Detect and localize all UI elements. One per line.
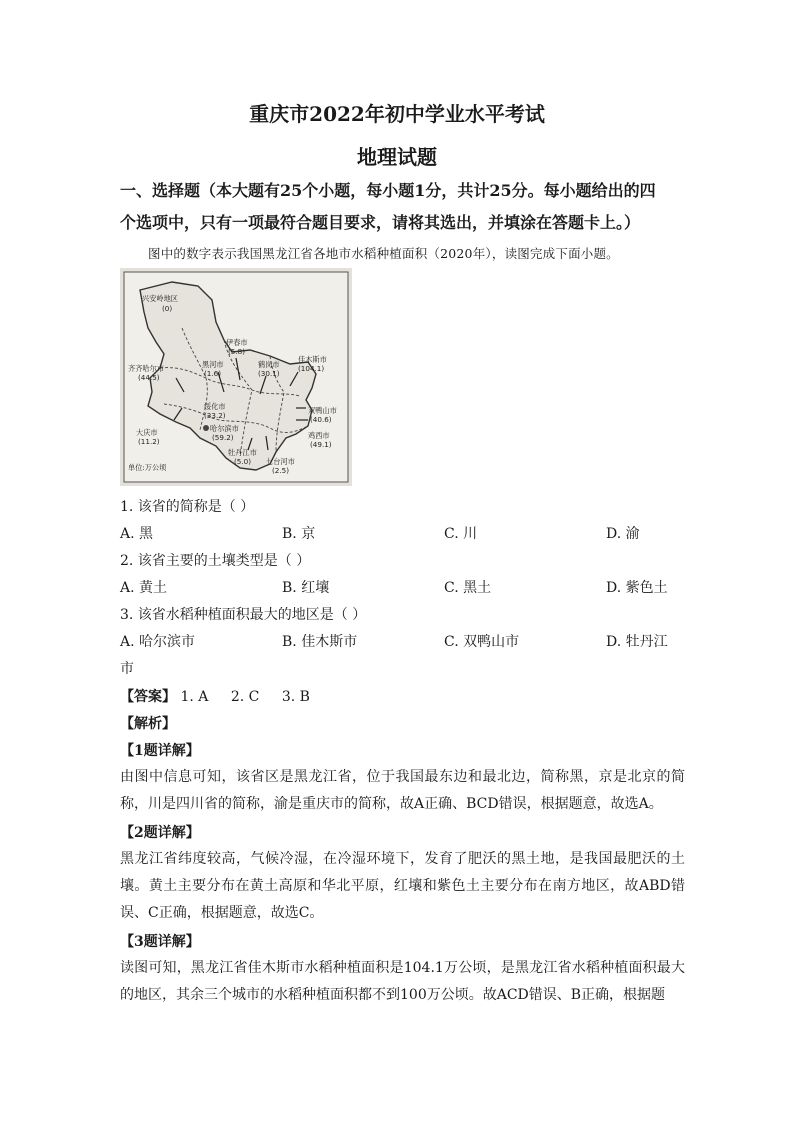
- exam-title: 重庆市2022年初中学业水平考试: [249, 102, 545, 126]
- question-1-option-d: D. 渝: [606, 526, 640, 542]
- detail-1-text: 由图中信息可知，该省区是黑龙江省，位于我国最东边和最北边，简称黑，京是北京的简称，川是四川省的简称，渝是重庆市的简称，故A正确、BCD错误，根据题意，故选A。: [120, 769, 685, 812]
- map-label-hegang: 鹤岗市: [258, 360, 280, 369]
- analysis-label: 【解析】: [120, 716, 176, 732]
- map-value-jixi: (49.1): [310, 440, 332, 449]
- question-1-stem: 1. 该省的简称是（ ）: [120, 499, 255, 515]
- map-label-yichun: 伊春市: [226, 338, 248, 347]
- map-label-suihua: 绥化市: [204, 402, 226, 411]
- detail-3-label: 【3题详解】: [120, 934, 200, 950]
- answer-3: 3. B: [281, 689, 310, 705]
- section-heading-line1: 一、选择题（本大题有25个小题，每小题1分，共计25分。每小题给出的四: [120, 181, 656, 200]
- section-heading-line2: 个选项中，只有一项最符合题目要求，请将其选出，并填涂在答题卡上。）: [120, 213, 641, 232]
- map-label-mudanjiang: 牡丹江市: [228, 448, 257, 457]
- question-3-option-d-continued: 市: [120, 661, 134, 677]
- map-value-heihe: (1.6): [204, 369, 222, 378]
- question-3-stem: 3. 该省水稻种植面积最大的地区是（ ）: [120, 607, 367, 623]
- question-2-option-a: A. 黄土: [120, 580, 168, 596]
- detail-2-label: 【2题详解】: [120, 825, 200, 841]
- question-3-option-b: B. 佳木斯市: [282, 634, 358, 650]
- map-label-xinganling: 兴安岭地区: [142, 294, 178, 303]
- map-value-xinganling: (0): [162, 304, 173, 313]
- map-value-jiamusi: (104.1): [298, 364, 325, 373]
- question-2-stem: 2. 该省主要的土壤类型是（ ）: [120, 553, 311, 569]
- map-label-daqing: 大庆市: [136, 428, 158, 437]
- map-label-shuangyashan: 双鸭山市: [308, 406, 337, 415]
- detail-1-label: 【1题详解】: [120, 743, 200, 759]
- question-1-option-b: B. 京: [282, 526, 316, 542]
- answer-label: 【答案】: [120, 689, 176, 705]
- map-unit: 单位:万公顷: [128, 463, 167, 472]
- map-value-hegang: (30.1): [258, 369, 280, 378]
- question-3-option-c: C. 双鸭山市: [444, 634, 520, 650]
- question-1-option-c: C. 川: [444, 526, 478, 542]
- map-value-shuangyashan: (40.6): [310, 415, 332, 424]
- map-value-harbin: (59.2): [212, 433, 234, 442]
- exam-subtitle: 地理试题: [357, 145, 437, 169]
- question-1-option-a: A. 黑: [120, 526, 154, 542]
- detail-2-text: 黑龙江省纬度较高，气候冷湿，在冷湿环境下，发育了肥沃的黑土地，是我国最肥沃的土壤。黄土主要分布在黄土高原和华北平原，红壤和紫色土主要分布在南方地区，故ABD错误、C正确，根据题意，故选C。: [120, 851, 685, 921]
- answer-line: [120, 686, 310, 706]
- answer-1: 1. A: [180, 689, 209, 705]
- map-value-daqing: (11.2): [138, 437, 160, 446]
- map-value-suihua: (33.2): [204, 411, 226, 420]
- question-2-option-c: C. 黑土: [444, 580, 492, 596]
- question-3-option-d: D. 牡丹江: [606, 634, 668, 650]
- question-2-option-d: D. 紫色土: [606, 580, 668, 596]
- question-3-option-a: A. 哈尔滨市: [120, 634, 196, 650]
- map-label-jixi: 鸡西市: [308, 431, 330, 440]
- question-2-option-b: B. 红壤: [282, 580, 330, 596]
- map-label-qitaihe: 七台河市: [266, 457, 295, 466]
- detail-3-text: 读图可知，黑龙江省佳木斯市水稻种植面积是104.1万公顷，是黑龙江省水稻种植面积最大的地区，其余三个城市的水稻种植面积都不到100万公顷。故ACD错误、B正确，根据题: [120, 960, 685, 1003]
- map-label-jiamusi: 佳木斯市: [298, 355, 327, 364]
- heilongjiang-rice-map: [120, 268, 352, 486]
- map-value-yichun: (5.8): [228, 347, 246, 356]
- map-label-heihe: 黑河市: [202, 360, 224, 369]
- map-intro: 图中的数字表示我国黑龙江省各地市水稻种植面积（2020年），读图完成下面小题。: [148, 246, 619, 261]
- map-value-qiqihar: (44.5): [138, 373, 160, 382]
- map-value-qitaihe: (2.5): [272, 466, 290, 475]
- answer-2: 2. C: [230, 689, 260, 705]
- map-label-harbin: 哈尔滨市: [210, 424, 239, 433]
- map-label-qiqihar: 齐齐哈尔市: [128, 364, 164, 373]
- map-value-mudanjiang: (5.0): [234, 457, 252, 466]
